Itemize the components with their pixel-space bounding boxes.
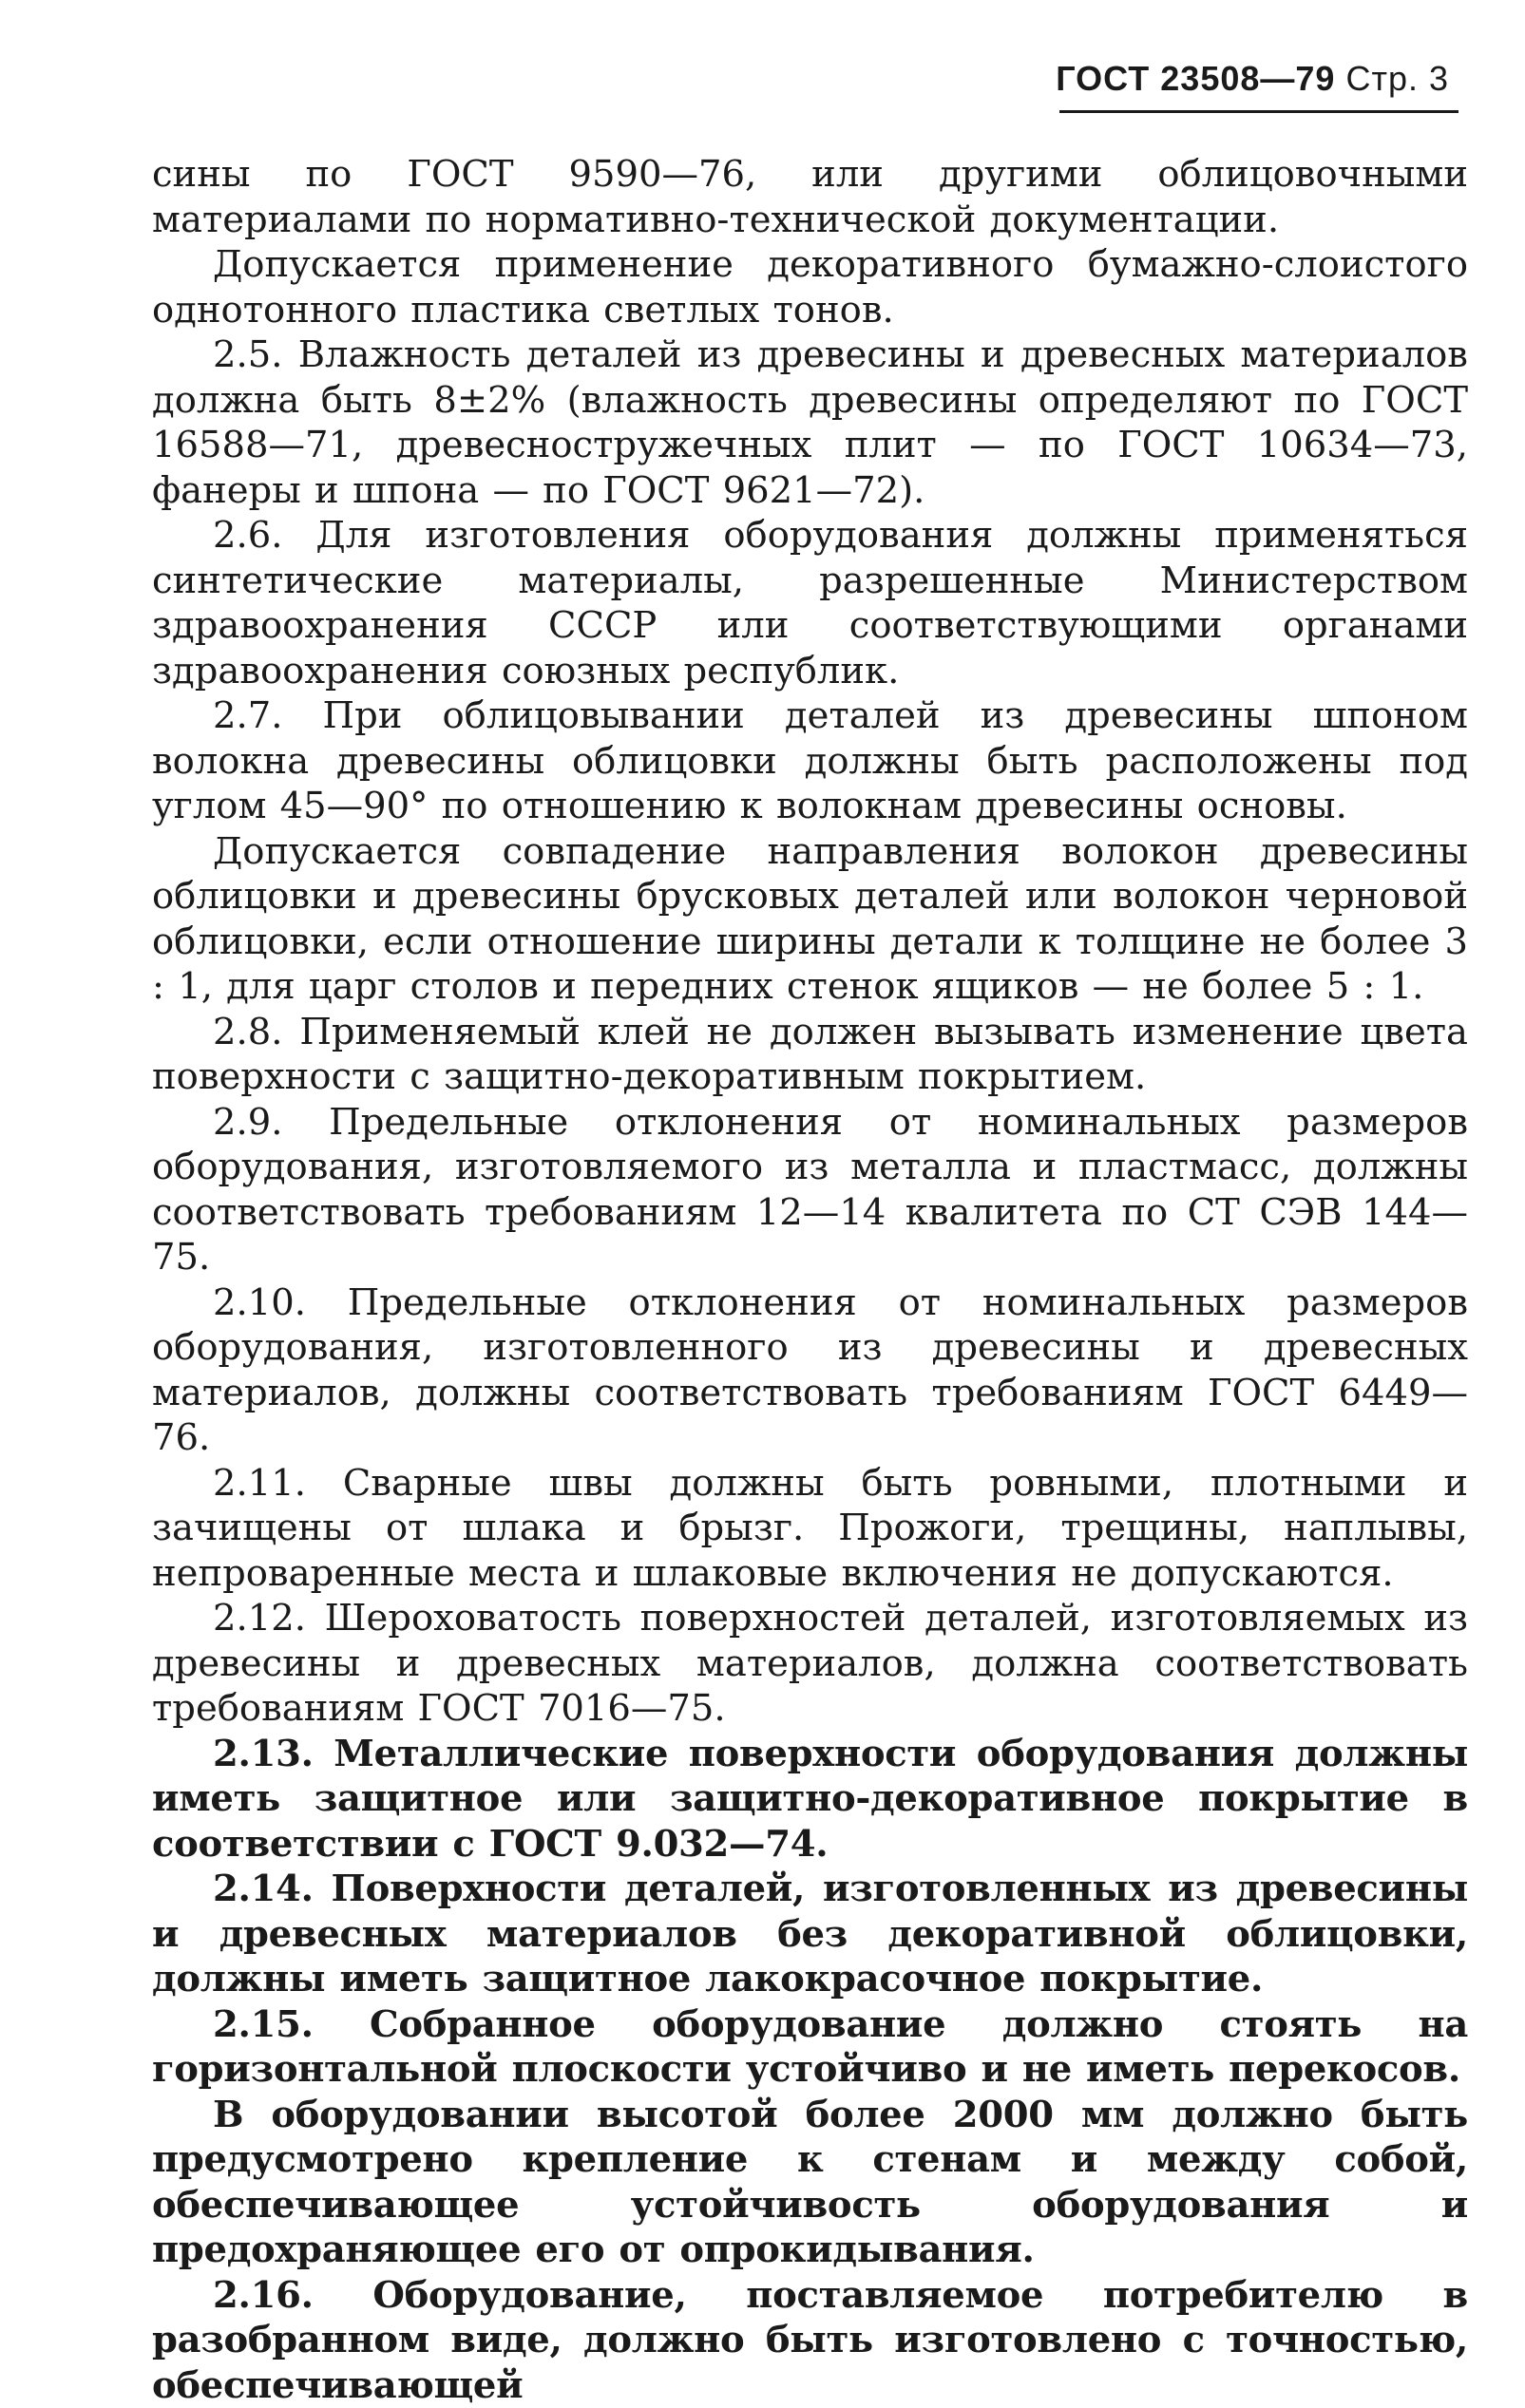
paragraph-2-13: 2.13. Металлические поверхности оборудования должны иметь защитное или защитно-декоративное покрытие в соответствии с ГОСТ 9.032—74.	[152, 1732, 1468, 1868]
standard-number: ГОСТ 23508—79	[1056, 59, 1335, 98]
paragraph-2-12: 2.12. Шероховатость поверхностей деталей, изготовляемых из древесины и древесных материалов, должна соответствовать требованиям ГОСТ 7016—75.	[152, 1596, 1468, 1732]
paragraph-continuation: сины по ГОСТ 9590—76, или другими облицовочными материалами по нормативно-технической документации.	[152, 152, 1468, 242]
paragraph-2-14: 2.14. Поверхности деталей, изготовленных из древесины и древесных материалов без декоративной облицовки, должны иметь защитное лакокрасочное покрытие.	[152, 1867, 1468, 2002]
paragraph-2-10: 2.10. Предельные отклонения от номинальных размеров оборудования, изготовленного из древесины и древесных материалов, должны соответствовать требованиям ГОСТ 6449—76.	[152, 1280, 1468, 1461]
paragraph-laminate-allowance: Допускается применение декоративного бумажно-слоистого однотонного пластика светлых тонов.	[152, 242, 1468, 332]
paragraph-2-7: 2.7. При облицовывании деталей из древесины шпоном волокна древесины облицовки должны быть расположены под углом 45—90° по отношению к волокнам древесины основы.	[152, 693, 1468, 829]
paragraph-2-9: 2.9. Предельные отклонения от номинальных размеров оборудования, изготовляемого из металла и пластмасс, должны соответствовать требованиям 12—14 квалитета по СТ СЭВ 144—75.	[152, 1100, 1468, 1280]
paragraph-2-15: 2.15. Собранное оборудование должно стоять на горизонтальной плоскости устойчиво и не иметь перекосов.	[152, 2002, 1468, 2093]
page-number: Стр. 3	[1345, 59, 1449, 98]
paragraph-2-11: 2.11. Сварные швы должны быть ровными, плотными и зачищены от шлака и брызг. Прожоги, трещины, наплывы, непроваренные места и шлаковые включения не допускаются.	[152, 1461, 1468, 1597]
paragraph-2-8: 2.8. Применяемый клей не должен вызывать изменение цвета поверхности с защитно-декоративным покрытием.	[152, 1010, 1468, 1100]
header-rule	[1059, 110, 1458, 113]
paragraph-2-16: 2.16. Оборудование, поставляемое потребителю в разобранном виде, должно быть изготовлено с точностью, обеспечивающей	[152, 2273, 1468, 2408]
paragraph-2-6: 2.6. Для изготовления оборудования должны применяться синтетические материалы, разрешенные Министерством здравоохранения СССР или соответствующими органами здравоохранения союзных республик.	[152, 513, 1468, 693]
paragraph-fiber-allowance: Допускается совпадение направления волокон древесины облицовки и древесины брусковых деталей или волокон черновой облицовки, если отношение ширины детали к толщине не более 3 : 1, для царг столов и передних стенок ящиков — не более 5 : 1.	[152, 829, 1468, 1010]
paragraph-2-5: 2.5. Влажность деталей из древесины и древесных материалов должна быть 8±2% (влажность древесины определяют по ГОСТ 16588—71, древесностружечных плит — по ГОСТ 10634—73, фанеры и шпона — по ГОСТ 9621—72).	[152, 332, 1468, 513]
running-header	[1056, 59, 1449, 99]
body-text	[152, 152, 1468, 2408]
paragraph-mounting: В оборудовании высотой более 2000 мм должно быть предусмотрено крепление к стенам и между собой, обеспечивающее устойчивость оборудования и предохраняющее его от опрокидывания.	[152, 2093, 1468, 2273]
